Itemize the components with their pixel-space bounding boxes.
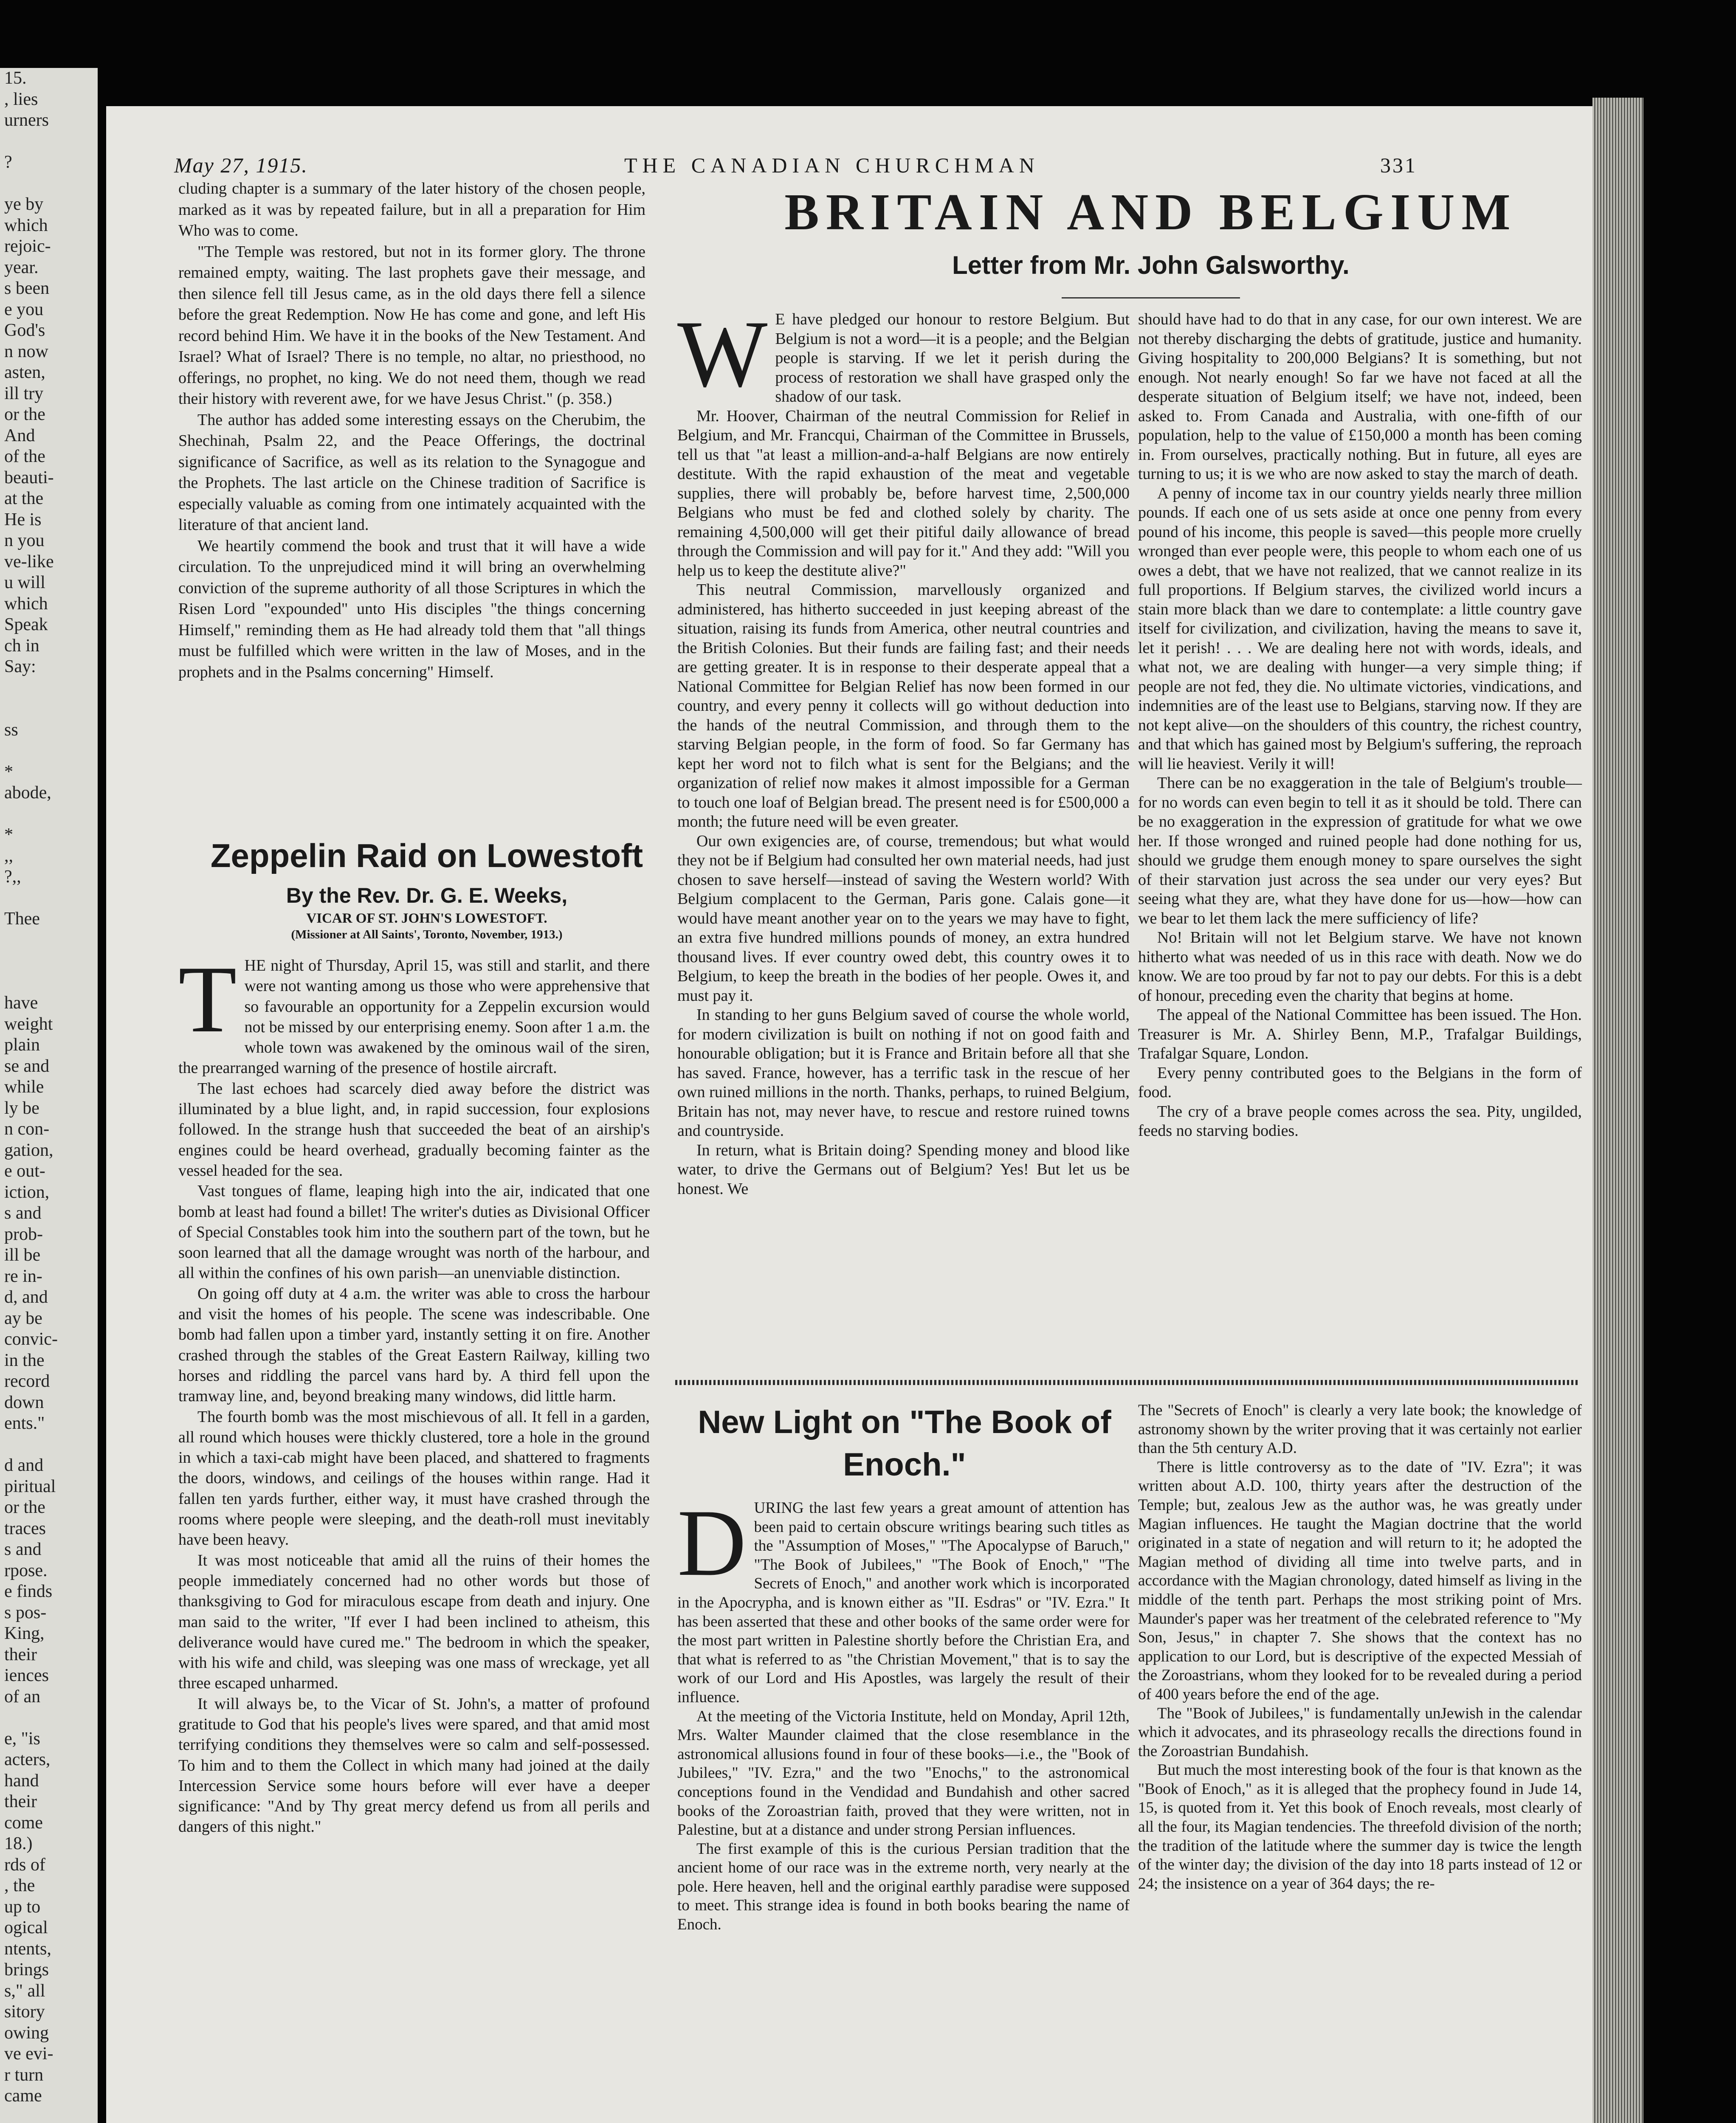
previous-page-line: down: [4, 1392, 44, 1412]
zeppelin-missioner-line: (Missioner at All Saints', Toronto, November, 1913.): [291, 928, 563, 941]
previous-page-line: ye by: [4, 194, 44, 214]
enoch-column-1: [677, 1489, 1130, 1934]
previous-page-line: [0, 698, 98, 720]
previous-page-line: *: [4, 762, 13, 782]
britain-paragraph: The cry of a brave people comes across the sea. Pity, ungilded, feeds no starving bodies.: [1138, 1102, 1582, 1140]
previous-page-line: [0, 173, 98, 194]
previous-page-line: hand: [4, 1771, 39, 1791]
previous-page-line: ogical: [4, 1918, 48, 1937]
publication-title: THE CANADIAN CHURCHMAN: [624, 153, 1040, 177]
previous-page-line: s been: [4, 279, 50, 298]
section-divider: [675, 1380, 1580, 1385]
previous-page-line: [0, 1707, 98, 1729]
review-continuation: [178, 178, 645, 683]
previous-page-line: [0, 2107, 98, 2123]
previous-page-line: ntents,: [4, 1939, 51, 1959]
previous-page-line: 15.: [4, 68, 27, 88]
britain-paragraph: Our own exigencies are, of course, tremendous; but what would they not be if Belgium had consulted her own material needs, had just chosen to save herself—instead of saving the Western world? With Belgium complacent to the German, Paris gone. Calais gone—it would have meant another year on to the years we may have to fight, an extra five hundred millions pounds of money, an extra hundred thousand lives. If ever country owed debt, this country owes it to Belgium, to keep the breath in the bodies of her people. Owes it, and must pay it.: [677, 832, 1130, 1005]
previous-page-line: iction,: [4, 1182, 50, 1202]
previous-page-line: come: [4, 1813, 43, 1833]
britain-paragraph: This neutral Commission, marvellously organized and administered, has hitherto succeeded in just keeping abreast of the situation, raising its funds from America, other neutral countries and the British Colonies. But their funds are failing fast; and their needs are getting greater. It is in response to their desperate appeal that a National Committee for Belgian Relief has now been formed in our country, and every penny it collects will go without deduction into the hands of the neutral Commission, and through them to the starving Belgian people, in the form of food. So far Germany has kept her word not to filch what is sent for the Belgians; and the organization of relief now makes it almost impossible for a German to touch one loaf of Belgian bread. The present need is for £500,000 a month; the future need will be even greater.: [677, 581, 1130, 831]
previous-page-line: weight: [4, 1014, 53, 1034]
previous-page-line: se and: [4, 1056, 50, 1076]
newspaper-page: [106, 106, 1592, 2123]
britain-dropcap: W: [677, 301, 768, 407]
previous-page-line: rds of: [4, 1855, 45, 1875]
previous-page-line: record: [4, 1371, 50, 1391]
headline-rule: [1062, 297, 1240, 298]
zeppelin-paragraph: Vast tongues of flame, leaping high into the air, indicated that one bomb at least had found a billet! The writer's duties as Divisional Officer of Special Constables took him into the southern part of the town, but he soon learned that all the damage wrought was north of the harbour, and all within the confines of his own parish—an unenviable distinction.: [178, 1182, 650, 1282]
previous-page-line: prob-: [4, 1224, 43, 1244]
previous-page-line: which: [4, 215, 48, 235]
previous-page-line: God's: [4, 321, 45, 340]
previous-page-line: ents.": [4, 1413, 45, 1433]
previous-page-line: e out-: [4, 1161, 45, 1181]
zeppelin-paragraph: The last echoes had scarcely died away before the district was illuminated by a blue light, and, in rapid succession, four explosions followed. In the strange hush that succeeded the beat of an airship's engines could be heard overhead, gradually becoming fainter as the vessel headed for the sea.: [178, 1079, 650, 1180]
previous-page-line: ill try: [4, 383, 44, 403]
previous-page-line: ch in: [4, 636, 39, 656]
zeppelin-paragraph: On going off duty at 4 a.m. the writer was able to cross the harbour and visit the homes of his people. The scene was indescribable. One bomb had fallen upon a timber yard, instantly setting it on fire. Another crashed through the stables of the Great Eastern Railway, killing two horses and riddling the parcel vans hard by. A third fell upon the tramway line, and, beyond breaking many windows, did little harm.: [178, 1284, 650, 1405]
previous-page-line: have: [4, 993, 38, 1013]
review-paragraph: cluding chapter is a summary of the later history of the chosen people, marked as it was by repeated failure, but in all a preparation for Him Who was to come.: [178, 180, 645, 239]
previous-page-line: s and: [4, 1203, 42, 1223]
previous-page-text: [0, 68, 98, 2123]
britain-paragraph: A penny of income tax in our country yields nearly three million pounds. If each one of us sets aside at once one penny from every pound of his income, this people is saved—this people more cruelly wronged than ever people were, this people to whom each one of us owes a debt, that we have not realized, that we cannot realize in its full proportions. If Belgium starves, the civilized world incurs a stain more black than we dare to contemplate: a little country gave itself for civilization, and civilization, having the means to save it, let it perish! . . . We are dealing here not with words, ideals, and what not, we are dealing with hunger—a very simple thing; if people are not fed, they die. No ultimate victories, vindications, and indemnities are of the least use to Belgians, starving now. If they are not kept alive—on the shoulders of this country, the richest country, and that which has gained most by Belgium's suffering, the reproach will lie heaviest. Verily it will!: [1138, 484, 1582, 773]
enoch-column-2: [1138, 1401, 1582, 1893]
previous-page-line: owing: [4, 2023, 49, 2043]
previous-page-line: s," all: [4, 1981, 45, 2001]
previous-page-line: at the: [4, 489, 44, 508]
enoch-dropcap: D: [677, 1489, 747, 1596]
previous-page-line: 18.): [4, 1834, 33, 1853]
previous-page-line: [0, 131, 98, 152]
previous-page-line: s pos-: [4, 1602, 47, 1622]
previous-page-line: Speak: [4, 615, 48, 634]
previous-page-line: *: [4, 825, 13, 845]
zeppelin-byline: By the Rev. Dr. G. E. Weeks,: [286, 884, 568, 907]
zeppelin-vicar-line: VICAR OF ST. JOHN'S LOWESTOFT.: [306, 911, 547, 926]
previous-page-line: asten,: [4, 363, 45, 382]
previous-page-line: s and: [4, 1540, 42, 1559]
previous-page-line: which: [4, 594, 48, 614]
britain-paragraph: There can be no exaggeration in the tale of Belgium's trouble—for no words can even begin to tell it as it should be told. There can be no exaggeration in the expression of gratitude for what we owe her. If those wronged and ruined people had done nothing for us, should we grudge them enough money to spare ourselves the sight of their starvation just across the sea under our very eyes? But seeing what they are, what they have done for us—how—how can we bear to let them lack the mere sufficiency of life?: [1138, 774, 1582, 927]
previous-page-line: e finds: [4, 1582, 53, 1601]
previous-page-line: King,: [4, 1624, 45, 1643]
previous-page-line: brings: [4, 1960, 49, 1979]
britain-paragraph: Every penny contributed goes to the Belgians in the form of food.: [1138, 1064, 1582, 1101]
britain-belgium-subtitle: Letter from Mr. John Galsworthy.: [952, 251, 1350, 279]
previous-page-line: e you: [4, 299, 44, 319]
previous-page-line: r turn: [4, 2065, 44, 2085]
previous-page-line: [0, 804, 98, 825]
enoch-paragraph: The "Book of Jubilees," is fundamentally unJewish in the calendar which it advocates, and its phraseology recalls the directions found in the Zoroastrian Bundahish.: [1138, 1704, 1582, 1760]
previous-page-line: gation,: [4, 1140, 54, 1160]
previous-page-fragment: [0, 68, 98, 2123]
britain-belgium-column-2: [1138, 310, 1582, 1141]
previous-page-line: , lies: [4, 89, 38, 109]
previous-page-line: ?,,: [4, 867, 21, 887]
enoch-paragraph: There is little controversy as to the date of "IV. Ezra"; it was written about A.D. 100, thirty years after the destruction of the Temple; but, zealous Jew as the author was, he was greatly under Magian influences. He taught the Magian doctrine that the world originated in a state of negation and will return to it; he adopted the Magian method of dividing all time into twelve parts, and in accordance with the Magian chronology, dated himself as living in the middle of the tenth part. Perhaps the most striking point of Mrs. Maunder's paper was her treatment of the celebrated reference to "My Son, Jesus," in chapter 7. She shows that the context has no application to our Lord, but is descriptive of the expected Messiah of the Zoroastrians, whom they looked for to be revealed during a period of 400 years before the end of the age.: [1138, 1458, 1582, 1703]
previous-page-line: rpose.: [4, 1560, 48, 1580]
britain-paragraph: No! Britain will not let Belgium starve. We have not known hitherto what was needed of us in this race with death. Now we do know. We are too proud by far not to pay our debts. For this is a debt of honour, preceding even the charity that begins at home.: [1138, 929, 1582, 1005]
previous-page-line: of an: [4, 1687, 41, 1706]
britain-paragraph: In return, what is Britain doing? Spending money and blood like water, to drive the Germans out of Belgium? Yes! But let us be honest. We: [677, 1141, 1130, 1198]
previous-page-line: Say:: [4, 657, 36, 676]
zeppelin-article-body: [178, 946, 650, 1837]
previous-page-line: piritual: [4, 1476, 56, 1496]
previous-page-line: ss: [4, 720, 18, 740]
previous-page-line: or the: [4, 1498, 45, 1517]
enoch-paragraph: At the meeting of the Victoria Institute, held on Monday, April 12th, Mrs. Walter Maunder claimed that the close resemblance in the astronomical allusions found in four of these books—i.e., the "Book of Jubilees," "IV. Ezra," and the two "Enochs," to the astronomical conceptions found in the Vendidad and Bundahish and other sacred books of the Zoroastrian faith, proved that they were written, not in Palestine, but at a distance and under strong Persian influences.: [677, 1707, 1130, 1839]
previous-page-line: n now: [4, 341, 48, 361]
enoch-paragraph: URING the last few years a great amount of attention has been paid to certain obscure writings bearing such titles as the "Assumption of Moses," "The Apocalypse of Baruch," "The Book of Jubilees," "The Book of Enoch," "The Secrets of Enoch," and another work which is incorporated in the Apocrypha, and is known either as "II. Esdras" or "IV. Ezra." It has been asserted that these and other books of the same order were for the most part written in Palestine shortly before the Christian Era, and that what is referred to as "the Christian Movement," that is to say the work of our Lord and His Apostles, was largely the result of their influence.: [677, 1499, 1130, 1706]
previous-page-line: came: [4, 2086, 42, 2106]
previous-page-line: traces: [4, 1518, 46, 1538]
britain-belgium-headline: BRITAIN AND BELGIUM: [784, 183, 1517, 241]
previous-page-line: in the: [4, 1350, 45, 1370]
previous-page-line: ly be: [4, 1098, 39, 1118]
previous-page-line: [0, 678, 98, 699]
previous-page-line: rejoic-: [4, 237, 51, 256]
previous-page-line: [0, 888, 98, 909]
previous-page-line: year.: [4, 257, 39, 277]
britain-belgium-column-1: [677, 301, 1130, 1199]
previous-page-line: ve-like: [4, 552, 54, 572]
previous-page-line: [0, 741, 98, 762]
previous-page-line: e, "is: [4, 1729, 40, 1749]
enoch-paragraph: But much the most interesting book of the four is that known as the "Book of Enoch," as it is alleged that the prophecy found in Jude 14, 15, is quoted from it. Yet this book of Enoch reveals, most clearly of all the four, its Magian tendencies. The threefold division of the north; the tradition of the latitude where the summer day is twice the length of the winter day; the division of the day into 18 parts instead of 12 or 24; the insistence on a year of 364 days; the re-: [1138, 1761, 1582, 1892]
britain-paragraph: In standing to her guns Belgium saved of course the whole world, for modern civilization is built on nothing if not on good faith and honourable obligation; but it is France and Britain before all that she has saved. France, however, has a terrific task in the rescue of her own ruined millions in the north. Thanks, perhaps, to ruined Belgium, Britain has not, may never have, to rescue and restore ruined towns and countryside.: [677, 1006, 1130, 1140]
zeppelin-paragraph: It will always be, to the Vicar of St. John's, a matter of profound gratitude to God that his people's lives were spared, and that amid most terrifying conditions they themselves were so calm and self-possessed. To him and to them the Collect in which many had joined at the daily Intercession Service some hours before will ever have a deeper significance: "And by Thy great mercy defend us from all perils and dangers of this night.": [178, 1695, 650, 1836]
previous-page-line: n con-: [4, 1119, 50, 1139]
previous-page-line: their: [4, 1792, 37, 1811]
enoch-article-title: New Light on "The Book of Enoch.": [698, 1404, 1111, 1483]
previous-page-line: ?: [4, 152, 12, 172]
previous-page-line: their: [4, 1644, 37, 1664]
previous-page-line: convic-: [4, 1329, 58, 1349]
previous-page-line: up to: [4, 1897, 41, 1917]
zeppelin-paragraph: HE night of Thursday, April 15, was still and starlit, and there were not wanting among us those who were apprehensive that so favourable an opportunity for a Zeppelin excursion would not be missed by our enterprising enemy. Soon after 1 a.m. the whole town was awakened by the ominous wail of the siren, the prearranged warning of the presence of hostile aircraft.: [178, 957, 650, 1077]
previous-page-line: u will: [4, 573, 45, 592]
britain-paragraph: should have had to do that in any case, for our own interest. We are not thereby discharging the debts of gratitude, justice and humanity. Giving hospitality to 200,000 Belgians? It is something, but not enough. Not nearly enough! So far we have not faced at all the desperate situation of Belgium itself; we have not, indeed, been asked to. From Canada and Australia, with one-fifth of our population, help to the value of £150,000 a month has been coming in. From ourselves, practically nothing. But in future, all eyes are turning to us; it is we who are now asked to stay the march of death.: [1138, 310, 1582, 483]
previous-page-line: d and: [4, 1456, 44, 1475]
britain-paragraph: Mr. Hoover, Chairman of the neutral Commission for Relief in Belgium, and Mr. Francqui, Chairman of the Committee in Brussels, tell us that "at least a million-and-a-half Belgians are now entirely destitute. With the rapid exhaustion of the meat and vegetable supplies, there will probably be, before harvest time, 2,500,000 Belgians who must be fed and clothed solely by charity. The remaining 4,500,000 will get their pitiful daily allowance of bread through the Commission and will pay for it." And they add: "Will you help us to keep the destitute alive?": [677, 407, 1130, 580]
previous-page-line: iences: [4, 1666, 49, 1685]
previous-page-line: ill be: [4, 1245, 41, 1265]
page-number: 331: [1380, 153, 1417, 177]
issue-date: May 27, 1915.: [174, 153, 308, 177]
previous-page-line: [0, 1434, 98, 1456]
previous-page-line: of the: [4, 447, 45, 466]
previous-page-line: abode,: [4, 783, 51, 802]
zeppelin-article-title: Zeppelin Raid on Lowestoft: [210, 837, 643, 874]
zeppelin-paragraph: It was most noticeable that amid all the ruins of their homes the people immediately concerned had no other words but those of thanksgiving to God for miraculous escape from death and injury. One man said to the writer, "If ever I had been inclined to atheism, this deliverance would have cured me." The bedroom in which the speaker, with his wife and child, was sleeping was one mass of wreckage, yet all three escaped unharmed.: [178, 1551, 650, 1692]
previous-page-line: And: [4, 425, 35, 445]
previous-page-line: d, and: [4, 1287, 48, 1307]
zeppelin-dropcap: T: [178, 946, 237, 1052]
britain-paragraph: E have pledged our honour to restore Belgium. But Belgium is not a word—it is a people; and the Belgian people is starving. If we let it perish during the process of restoration we shall have grasped only the shadow of our task.: [775, 310, 1130, 405]
zeppelin-paragraph: The fourth bomb was the most mischievous of all. It fell in a garden, all round which houses were thickly clustered, tore a hole in the ground in which a taxi-cab might have been placed, and shattered to fragments the doors, windows, and ceilings of the houses within range. Had it fallen ten yards further, either way, it must have crashed through the rooms where people were sleeping, and the death-roll must inevitably have been heavy.: [178, 1408, 650, 1549]
previous-page-line: [0, 972, 98, 993]
book-page-edges: [1592, 98, 1643, 2123]
previous-page-line: re in-: [4, 1266, 42, 1286]
previous-page-line: Thee: [4, 909, 40, 929]
previous-page-line: ve evi-: [4, 2044, 54, 2064]
review-paragraph: The author has added some interesting essays on the Cherubim, the Shechinah, Psalm 22, and the Peace Offerings, the doctrinal significance of Sacrifice, as well as its relation to the Synagogue and the Prophets. The last article on the Chinese tradition of Sacrifice is especially valuable as coming from one intimately acquainted with the literature of that ancient land.: [178, 411, 645, 534]
previous-page-line: plain: [4, 1035, 40, 1055]
previous-page-line: He is: [4, 510, 42, 529]
previous-page-line: or the: [4, 405, 45, 424]
previous-page-line: acters,: [4, 1750, 51, 1769]
enoch-paragraph: The "Secrets of Enoch" is clearly a very late book; the knowledge of astronomy shown by the writer proving that it was certainly not earlier than the 5th century A.D.: [1138, 1402, 1582, 1457]
review-paragraph: "The Temple was restored, but not in its former glory. The throne remained empty, waiting. The last prophets gave their message, and then silence fell till Jesus came, as in the old days there fell a silence before the great Redemption. Now He has come and gone, and left His record behind Him. We have it in the books of the New Testament. And Israel? What of Israel? There is no temple, no altar, no priesthood, no offerings, no prophet, no king. We do not need them, though we read their history with reverent awe, for we have Jesus Christ." (p. 358.): [178, 242, 645, 408]
previous-page-line: [0, 930, 98, 951]
previous-page-line: sitory: [4, 2002, 45, 2022]
review-paragraph: We heartily commend the book and trust that it will have a wide circulation. To the unprejudiced mind it will bring an overwhelming conviction of the supreme authority of all those Scriptures in which the Risen Lord "expounded" unto His disciples "the things concerning Himself," reminding them as He had already told them that "all things must be fulfilled which were written in the law of Moses, and in the prophets and in the Psalms concerning" Himself.: [178, 537, 645, 681]
enoch-paragraph: The first example of this is the curious Persian tradition that the ancient home of our race was in the extreme north, very nearly at the pole. Here heaven, hell and the original earthly paradise were supposed to meet. This strange idea is found in both books bearing the name of Enoch.: [677, 1840, 1130, 1934]
previous-page-line: , the: [4, 1876, 35, 1895]
previous-page-line: while: [4, 1077, 44, 1097]
previous-page-line: beauti-: [4, 467, 54, 487]
previous-page-line: urners: [4, 110, 49, 130]
previous-page-line: n you: [4, 531, 45, 550]
previous-page-line: ,,: [4, 846, 13, 866]
previous-page-line: ay be: [4, 1308, 42, 1328]
britain-paragraph: The appeal of the National Committee has been issued. The Hon. Treasurer is Mr. A. Shirley Benn, M.P., Trafalgar Buildings, Trafalgar Square, London.: [1138, 1006, 1582, 1062]
previous-page-line: [0, 951, 98, 972]
